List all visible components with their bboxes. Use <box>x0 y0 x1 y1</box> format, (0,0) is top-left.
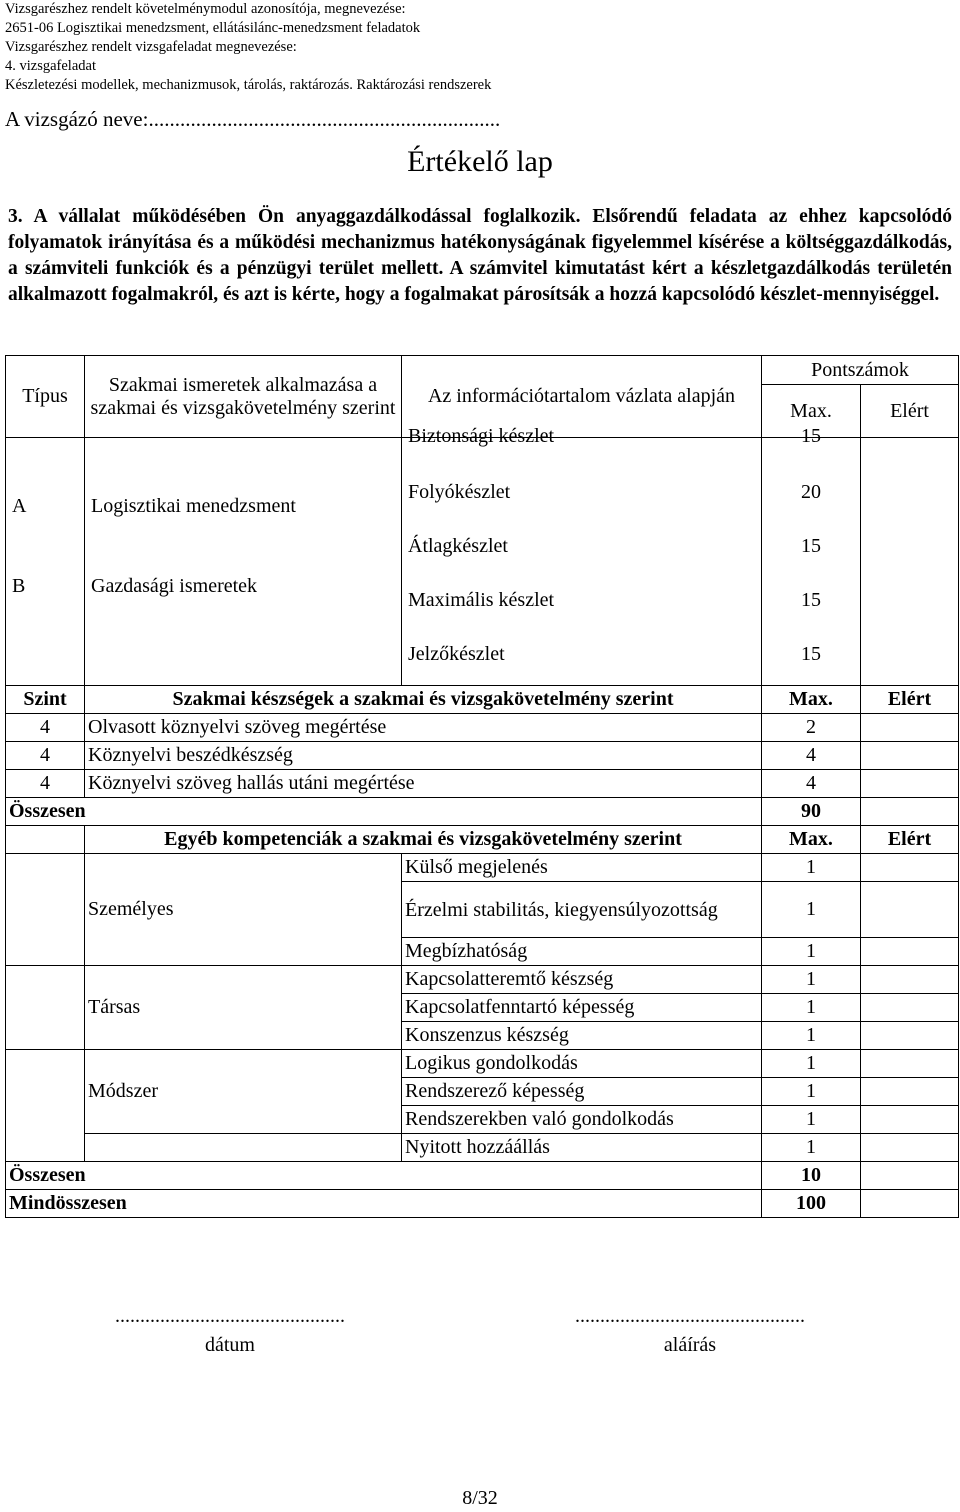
competence-achieved <box>861 1134 959 1162</box>
subtotal-value: 10 <box>762 1162 861 1190</box>
competence-label: Nyitott hozzáállás <box>402 1134 762 1162</box>
empty-cell <box>6 1050 85 1162</box>
empty-cell <box>6 826 85 854</box>
competence-max: 1 <box>762 1078 861 1106</box>
group-name: Társas <box>85 966 402 1050</box>
max-value: 15 <box>801 535 821 557</box>
competence-label: Logikus gondolkodás <box>402 1050 762 1078</box>
outline-item: Biztonsági készlet <box>408 425 555 447</box>
header-points: Pontszámok <box>762 356 959 385</box>
date-dots: .............................................. <box>115 1305 345 1327</box>
skill-level: 4 <box>6 742 85 770</box>
header-line: 4. vizsgafeladat <box>5 58 96 74</box>
signature-block <box>552 1305 828 1357</box>
header-achieved: Elért <box>861 385 959 438</box>
skill-max: 4 <box>762 742 861 770</box>
competence-label: Rendszerező képesség <box>402 1078 762 1106</box>
competence-label: Kapcsolatfenntartó képesség <box>402 994 762 1022</box>
page-number: 8/32 <box>462 1487 498 1509</box>
competence-max: 1 <box>762 882 861 938</box>
subtotal-value: 90 <box>762 798 861 826</box>
candidate-name-field: A vizsgázó neve:................................................................... <box>5 107 501 131</box>
competence-label: Érzelmi stabilitás, kiegyensúlyozottság <box>402 882 762 938</box>
competence-max: 1 <box>762 938 861 966</box>
competence-max: 1 <box>762 854 861 882</box>
empty-cell <box>6 966 85 1050</box>
type-name: Gazdasági ismeretek <box>91 575 258 597</box>
outline-item: Jelzőkészlet <box>408 643 505 665</box>
competence-max: 1 <box>762 1050 861 1078</box>
knowledge-cell <box>85 438 402 686</box>
competence-achieved <box>861 966 959 994</box>
competence-max: 1 <box>762 1134 861 1162</box>
type-code: A <box>12 495 27 517</box>
max-value: 15 <box>801 589 821 611</box>
competence-achieved <box>861 938 959 966</box>
empty-cell <box>6 854 85 966</box>
competence-achieved <box>861 854 959 882</box>
competence-achieved <box>861 1022 959 1050</box>
other-achieved-header: Elért <box>861 826 959 854</box>
other-max-header: Max. <box>762 826 861 854</box>
date-signature-block <box>92 1305 368 1357</box>
header-type: Típus <box>6 356 85 438</box>
max-cell <box>762 425 861 686</box>
evaluation-table <box>5 355 959 1218</box>
skill-max: 4 <box>762 770 861 798</box>
skills-achieved-header: Elért <box>861 686 959 714</box>
skill-level: 4 <box>6 714 85 742</box>
subtotal-achieved <box>861 1162 959 1190</box>
skill-level: 4 <box>6 770 85 798</box>
subtotal-label: Összesen <box>6 798 762 826</box>
competence-achieved <box>861 882 959 938</box>
max-value: 15 <box>801 643 821 665</box>
date-label: dátum <box>205 1334 255 1356</box>
other-competences-title: Egyéb kompetenciák a szakmai és vizsgakövetelmény szerint <box>85 826 762 854</box>
achieved-cell <box>861 438 959 686</box>
signature-dots: .............................................. <box>575 1305 805 1327</box>
skill-achieved <box>861 714 959 742</box>
type-name: Logisztikai menedzsment <box>91 495 296 517</box>
competence-max: 1 <box>762 1106 861 1134</box>
competence-label: Konszenzus készség <box>402 1022 762 1050</box>
header-line: Készletezési modellek, mechanizmusok, tárolás, raktározás. Raktározási rendszerek <box>5 77 492 93</box>
header-outline: Az információtartalom vázlata alapján <box>402 356 762 438</box>
competence-max: 1 <box>762 966 861 994</box>
skills-max-header: Max. <box>762 686 861 714</box>
page-title: Értékelő lap <box>407 145 553 178</box>
competence-max: 1 <box>762 1022 861 1050</box>
skill-achieved <box>861 770 959 798</box>
max-value: 20 <box>801 481 821 503</box>
grand-total-value: 100 <box>762 1190 861 1218</box>
skill-label: Köznyelvi szöveg hallás utáni megértése <box>85 770 762 798</box>
competence-achieved <box>861 1078 959 1106</box>
outline-item: Maximális készlet <box>408 589 555 611</box>
outline-cell <box>402 425 762 686</box>
group-name: Személyes <box>85 854 402 966</box>
type-cell <box>6 438 85 686</box>
task-description: 3. A vállalat működésében Ön anyaggazdálkodással foglalkozik. Elsőrendű feladata az ehhez kapcsolódó folyamatok irányítása és a működési mechanizmus hatékonyságának figyelemmel kísérése a költséggazdálkodás, a számviteli funkciók és a pénzügyi terület mellett. A számvitel kimutatást kért a készletgazdálkodás területén alkalmazott fogalmakról, és azt is kérte, hogy a fogalmakat párosítsák a hozzá kapcsolódó készlet-mennyiséggel. <box>8 206 952 305</box>
skills-title: Szakmai készségek a szakmai és vizsgakövetelmény szerint <box>85 686 762 714</box>
competence-achieved <box>861 1106 959 1134</box>
outline-item: Folyókészlet <box>408 481 511 503</box>
grand-total-label: Mindösszesen <box>6 1190 762 1218</box>
empty-cell <box>85 1134 402 1162</box>
signature-label: aláírás <box>663 1334 717 1356</box>
skills-level-header: Szint <box>6 686 85 714</box>
skill-achieved <box>861 742 959 770</box>
skill-label: Olvasott köznyelvi szöveg megértése <box>85 714 762 742</box>
skill-label: Köznyelvi beszédkészség <box>85 742 762 770</box>
competence-achieved <box>861 1050 959 1078</box>
grand-total-achieved <box>861 1190 959 1218</box>
subtotal-achieved <box>861 798 959 826</box>
competence-achieved <box>861 994 959 1022</box>
document-header <box>5 0 491 95</box>
competence-label: Rendszerekben való gondolkodás <box>402 1106 762 1134</box>
type-code: B <box>12 575 26 597</box>
header-line: Vizsgarészhez rendelt követelménymodul azonosítója, megnevezése: <box>5 1 406 17</box>
competence-label: Kapcsolatteremtő készség <box>402 966 762 994</box>
header-max: Max. <box>762 385 861 438</box>
max-value: 15 <box>801 425 821 447</box>
outline-item: Átlagkészlet <box>408 535 508 557</box>
competence-label: Külső megjelenés <box>402 854 762 882</box>
header-knowledge: Szakmai ismeretek alkalmazása a szakmai és vizsgakövetelmény szerint <box>85 356 402 438</box>
header-line: 2651-06 Logisztikai menedzsment, ellátásilánc-menedzsment feladatok <box>5 20 421 36</box>
competence-label: Megbízhatóság <box>402 938 762 966</box>
group-name: Módszer <box>85 1050 402 1134</box>
subtotal-label: Összesen <box>6 1162 762 1190</box>
header-line: Vizsgarészhez rendelt vizsgafeladat megnevezése: <box>5 39 297 55</box>
competence-max: 1 <box>762 994 861 1022</box>
skill-max: 2 <box>762 714 861 742</box>
